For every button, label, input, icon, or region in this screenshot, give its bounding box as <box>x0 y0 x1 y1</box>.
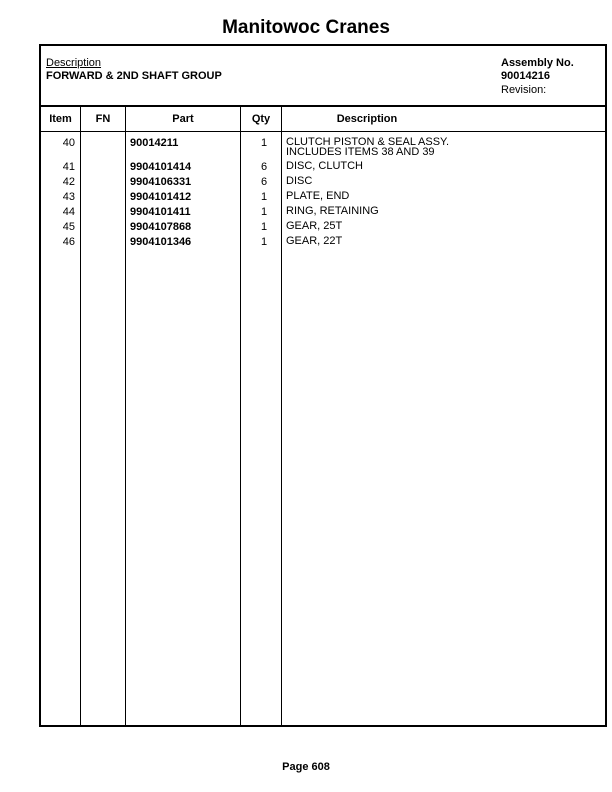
assembly-number-value: 90014216 <box>501 70 550 82</box>
item-number: 43 <box>62 191 75 203</box>
quantity: 1 <box>260 206 268 218</box>
part-number: 90014211 <box>130 137 179 149</box>
part-description <box>286 206 586 216</box>
assembly-header <box>41 46 605 107</box>
part-description <box>286 236 586 246</box>
part-description <box>286 137 586 157</box>
table-row <box>41 236 605 251</box>
item-number: 42 <box>62 176 75 188</box>
column-header-description: Description <box>336 113 398 125</box>
item-number: 40 <box>62 137 75 149</box>
quantity: 1 <box>260 236 268 248</box>
part-description <box>286 191 586 201</box>
revision-label: Revision: <box>501 84 547 96</box>
column-header-part: Part <box>172 113 194 125</box>
table-row <box>41 137 605 161</box>
part-number: 9904101412 <box>130 191 192 203</box>
quantity: 1 <box>260 191 268 203</box>
quantity: 1 <box>260 137 268 149</box>
item-number: 44 <box>62 206 75 218</box>
page-number: Page 608 <box>282 761 330 773</box>
table-row <box>41 206 605 221</box>
quantity: 1 <box>260 221 268 233</box>
company-title: Manitowoc Cranes <box>222 17 390 38</box>
description-value: FORWARD & 2ND SHAFT GROUP <box>46 70 222 82</box>
description-line: DISC, CLUTCH <box>286 160 364 172</box>
column-header-qty: Qty <box>251 113 271 125</box>
table-row <box>41 176 605 191</box>
part-number: 9904101346 <box>130 236 192 248</box>
part-number: 9904101411 <box>130 206 191 218</box>
description-line: DISC <box>286 175 313 187</box>
parts-table-frame <box>39 44 607 727</box>
column-header-fn: FN <box>95 113 111 125</box>
description-label: Description <box>46 57 102 69</box>
description-line: GEAR, 25T <box>286 220 343 232</box>
part-description <box>286 161 586 171</box>
table-row <box>41 161 605 176</box>
description-line: CLUTCH PISTON & SEAL ASSY. <box>286 136 450 148</box>
description-line: GEAR, 22T <box>286 235 343 247</box>
part-description <box>286 221 586 231</box>
quantity: 6 <box>260 161 268 173</box>
parts-table-body <box>41 137 605 251</box>
quantity: 6 <box>260 176 268 188</box>
description-line: INCLUDES ITEMS 38 AND 39 <box>286 146 435 158</box>
table-row <box>41 191 605 206</box>
column-header-item: Item <box>49 113 72 125</box>
table-row <box>41 221 605 236</box>
description-line: PLATE, END <box>286 190 350 202</box>
assembly-number-label: Assembly No. <box>501 57 574 69</box>
item-number: 46 <box>62 236 75 248</box>
description-line: RING, RETAINING <box>286 205 379 217</box>
part-number: 9904106331 <box>130 176 192 188</box>
part-number: 9904107868 <box>130 221 192 233</box>
part-number: 9904101414 <box>130 161 192 173</box>
item-number: 41 <box>62 161 75 173</box>
item-number: 45 <box>62 221 75 233</box>
part-description <box>286 176 586 186</box>
